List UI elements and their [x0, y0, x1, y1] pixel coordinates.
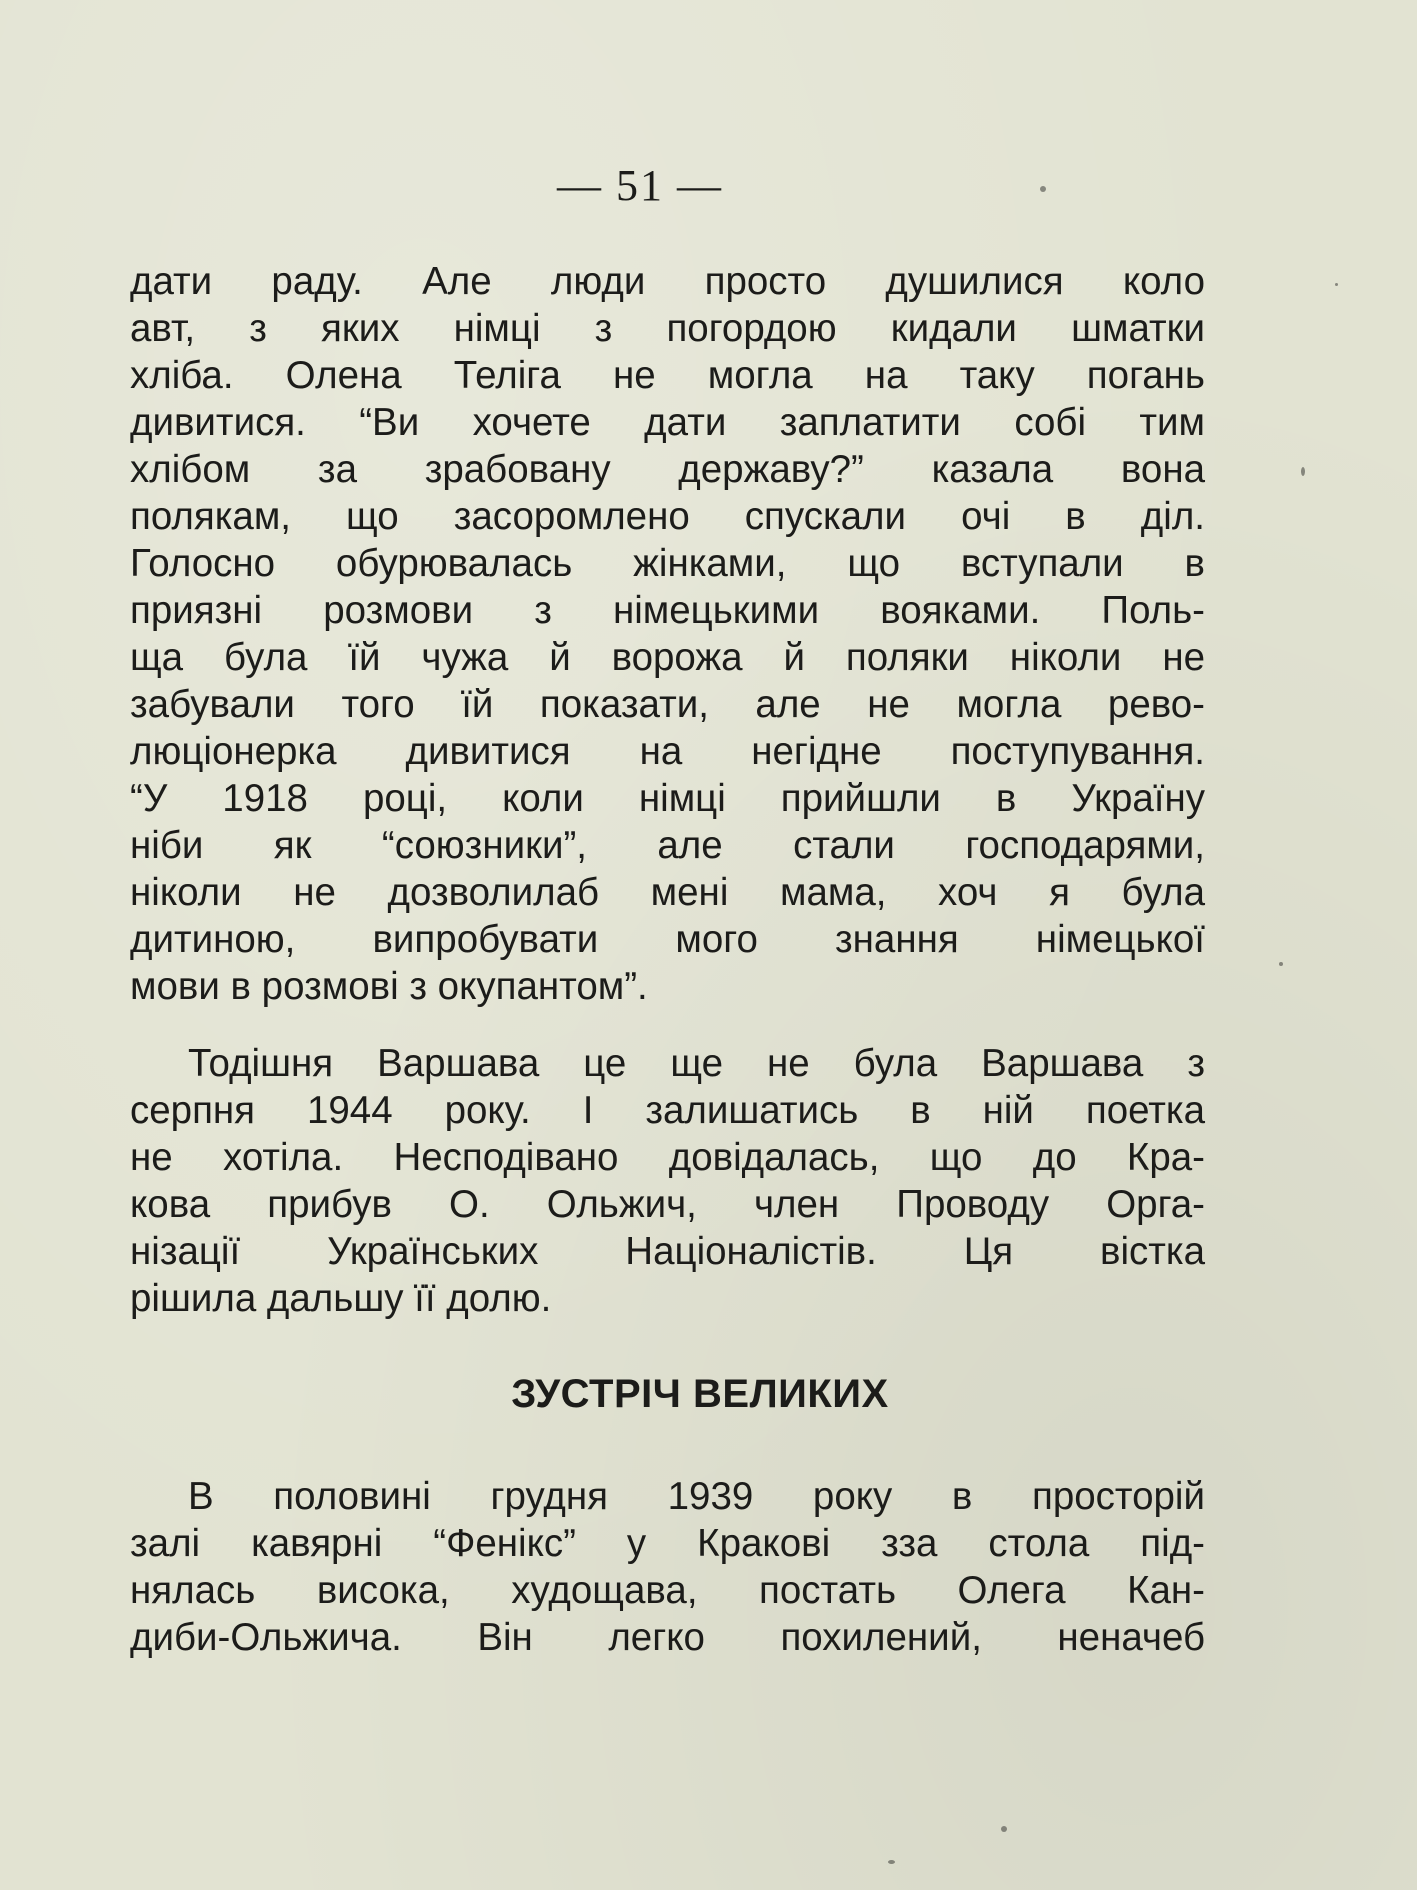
text-line: “У 1918 році, коли німці прийшли в Україну: [130, 777, 1205, 820]
text-line: нізації Українських Націоналістів. Ця вістка: [130, 1230, 1205, 1273]
paper-speck: [1335, 283, 1338, 286]
text-line: мови в розмові з окупантом”.: [130, 965, 648, 1008]
paper-speck: [888, 1860, 895, 1864]
text-line: кова прибув О. Ольжич, член Проводу Орга-: [130, 1183, 1205, 1226]
text-line: В половині грудня 1939 року в просторій: [188, 1475, 1205, 1518]
text-line: хліба. Олена Теліга не могла на таку погань: [130, 354, 1205, 397]
text-line: Голосно обурювалась жінками, що вступали в: [130, 542, 1205, 585]
paragraph-1: [130, 258, 1205, 1010]
text-line: полякам, що засоромлено спускали очі в діл.: [130, 495, 1205, 538]
paper-speck: [1001, 1826, 1007, 1832]
page-number: — 51 —: [557, 161, 723, 210]
text-line: ніколи не дозволилаб мені мама, хоч я була: [130, 871, 1205, 914]
text-line: не хотіла. Несподівано довідалась, що до Кра-: [130, 1136, 1205, 1179]
text-line: дитиною, випробувати мого знання німецької: [130, 918, 1205, 961]
section-heading: ЗУСТРІЧ ВЕЛИКИХ: [511, 1372, 889, 1416]
text-line: хлібом за зрабовану державу?” казала вона: [130, 448, 1205, 491]
text-line: забували того їй показати, але не могла рево-: [130, 683, 1205, 726]
text-line: диби-Ольжича. Він легко похилений, неначеб: [130, 1616, 1205, 1659]
paragraph-3: [130, 1473, 1205, 1661]
text-line: рішила дальшу її долю.: [130, 1277, 552, 1320]
text-line: люціонерка дивитися на негідне поступування.: [130, 730, 1205, 773]
text-line: серпня 1944 року. І залишатись в ній поетка: [130, 1089, 1205, 1132]
text-line: Тодішня Варшава це ще не була Варшава з: [188, 1042, 1205, 1085]
text-line: дати раду. Але люди просто душилися коло: [130, 260, 1205, 303]
text-line: дивитися. “Ви хочете дати заплатити собі тим: [130, 401, 1205, 444]
paper-speck: [1301, 467, 1305, 476]
text-line: ща була їй чужа й ворожа й поляки ніколи не: [130, 636, 1205, 679]
text-line: авт, з яких німці з погордою кидали шматки: [130, 307, 1205, 350]
text-line: нялась висока, худощава, постать Олега Кан-: [130, 1569, 1205, 1612]
text-line: ніби як “союзники”, але стали господарями,: [130, 824, 1205, 867]
paper-speck: [1040, 186, 1046, 192]
paper-speck: [1279, 962, 1283, 966]
text-line: приязні розмови з німецькими вояками. Поль-: [130, 589, 1205, 632]
paragraph-2: [130, 1040, 1205, 1322]
text-line: залі кавярні “Фенікс” у Кракові зза стола під-: [130, 1522, 1205, 1565]
